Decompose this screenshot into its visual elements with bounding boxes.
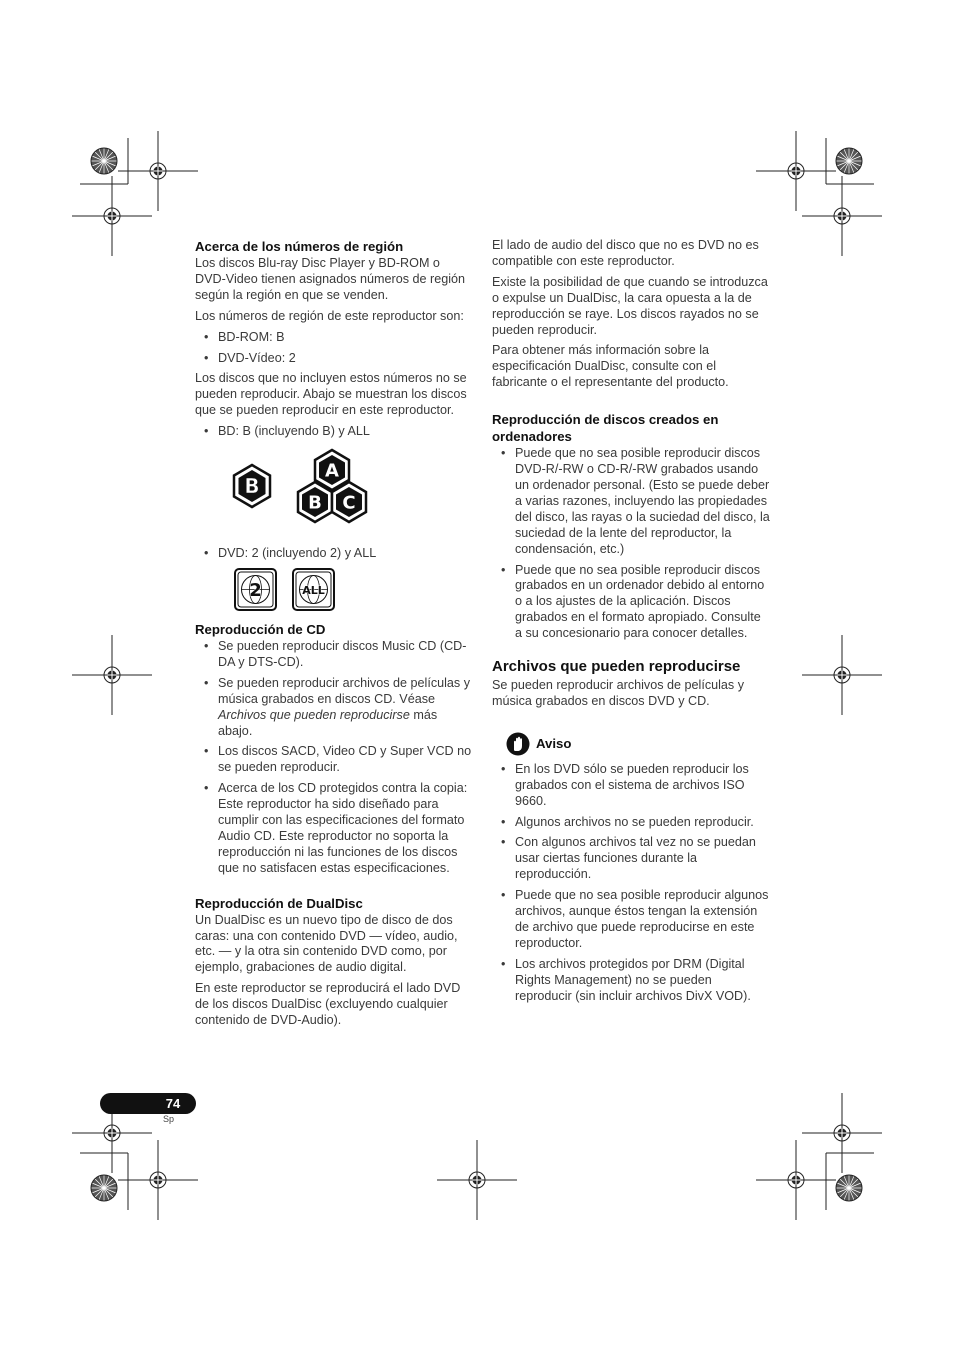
list-item: • Los archivos protegidos por DRM (Digital Rights Management) no se pueden reproducir (sin incluir archivos DivX VOD). [492, 957, 770, 1005]
list-item: • Algunos archivos no se pueden reproducir. [492, 815, 770, 831]
region-paragraph-2: Los números de región de este reproductor son: [195, 308, 464, 323]
list-item: • Se pueden reproducir discos Music CD (CD-DA y DTS-CD). [195, 639, 473, 671]
cd-item2-text-end: más abajo. [218, 707, 438, 738]
bd-logo-letter: B [244, 474, 260, 499]
dualdisc-paragraph-2: En este reproductor se reproducirá el lado DVD de los discos DualDisc (excluyendo cualquier contenido de DVD-Audio). [195, 981, 461, 1028]
dvd-region-all-logo [293, 569, 334, 610]
left-column [195, 238, 473, 1034]
list-item: • DVD-Vídeo: 2 [195, 351, 473, 367]
list-item: • Puede que no sea posible reproducir discos DVD-R/-RW o CD-R/-RW grabados usando un ordenador personal. (Esto se puede deber a varias razones, incluyendo las propiedades del disco, las rayas o la suciedad del disco, la suciedad de la lente del reproductor, la condensación, etc.) [492, 446, 770, 557]
dvd-logo-label: ALL [302, 583, 325, 597]
notice-header [506, 732, 770, 756]
bd-region-logos [231, 448, 391, 540]
dvd-logo-label: 2 [249, 579, 262, 601]
dualdisc-paragraph-4: Existe la posibilidad de que cuando se introduzca o expulse un DualDisc, la cara opuesta a la de reproducción se raye. Los discos rayados no se pueden reproducir. [492, 274, 768, 337]
language-code: Sp [163, 1114, 175, 1124]
dvd-region-logos [233, 567, 353, 613]
list-item: • BD-ROM: B [195, 330, 473, 346]
files-paragraph: Se pueden reproducir archivos de películas y música grabados en discos DVD y CD. [492, 678, 745, 708]
region-heading: Acerca de los números de región [195, 239, 404, 254]
bd-logo-letter: B [308, 492, 322, 514]
dvd-list [195, 546, 473, 562]
region-paragraph-3: Los discos que no incluyen estos números no se pueden reproducir. Abajo se muestran los discos que se pueden reproducir en este reproductor. [195, 371, 467, 418]
bd-list [195, 424, 473, 440]
pc-discs-heading: Reproducción de discos creados en ordenadores [492, 412, 719, 445]
right-column [492, 238, 770, 1010]
notice-list [492, 762, 770, 1005]
cd-heading: Reproducción de CD [195, 621, 326, 637]
list-item: • Acerca de los CD protegidos contra la copia: Este reproductor ha sido diseñado para cumplir con las especificaciones del formato Audio CD. Este reproductor no soporta la reproducción ni las funciones de los discos que no satisfacen estas especificaciones. [195, 781, 473, 876]
page-number: 74 [165, 1096, 181, 1111]
region-paragraph-1: Los discos Blu-ray Disc Player y BD-ROM o DVD-Video tienen asignados números de región según la región en que se venden. [195, 256, 466, 302]
dvd-region-2-logo [235, 569, 276, 610]
pc-discs-list [492, 446, 770, 642]
list-item: • Los discos SACD, Video CD y Super VCD no se pueden reproducir. [195, 744, 473, 776]
bd-logo-letter: A [325, 460, 339, 482]
cross-reference: Archivos que pueden reproducirse [218, 707, 410, 722]
region-list [195, 330, 473, 367]
list-item: • En los DVD sólo se pueden reproducir los grabados con el sistema de archivos ISO 9660. [492, 762, 770, 810]
cd-item2-text: Se pueden reproducir archivos de películas y música grabados en discos CD. Véase [218, 675, 471, 706]
notice-label: Aviso [536, 735, 572, 751]
list-item: • Puede que no sea posible reproducir discos grabados en un ordenador debido al entorno o a los ajustes de la aplicación. Discos grabados en el formato apropiado. Consulte a su concesionario para conocer detalles. [492, 563, 770, 643]
bd-logo-letter: C [342, 492, 356, 514]
dvd-list-item: • DVD: 2 (incluyendo 2) y ALL [195, 546, 473, 562]
dualdisc-paragraph-1: Un DualDisc es un nuevo tipo de disco de dos caras: una con contenido DVD — vídeo, audio, etc. — y la otra sin contenido DVD como, por ejemplo, grabaciones de audio digital. [195, 912, 458, 975]
dualdisc-paragraph-5: Para obtener más información sobre la especificación DualDisc, consulte con el fabricante o el representante del producto. [492, 343, 729, 390]
warning-hand-icon [506, 732, 530, 756]
files-heading: Archivos que pueden reproducirse [492, 658, 741, 676]
bd-list-item: • BD: B (incluyendo B) y ALL [195, 424, 473, 440]
list-item: • Con algunos archivos tal vez no se puedan usar ciertas funciones durante la reproducción. [492, 835, 770, 883]
cd-list [195, 639, 473, 877]
dualdisc-paragraph-3: El lado de audio del disco que no es DVD no es compatible con este reproductor. [492, 238, 759, 268]
bd-region-abc-logo [298, 450, 366, 522]
list-item: • Puede que no sea posible reproducir algunos archivos, aunque éstos tengan la extensión de archivo que puede reproducirse en este reproductor. [492, 888, 770, 952]
list-item [195, 676, 473, 740]
dualdisc-heading: Reproducción de DualDisc [195, 895, 363, 911]
bd-region-b-logo [234, 465, 270, 507]
